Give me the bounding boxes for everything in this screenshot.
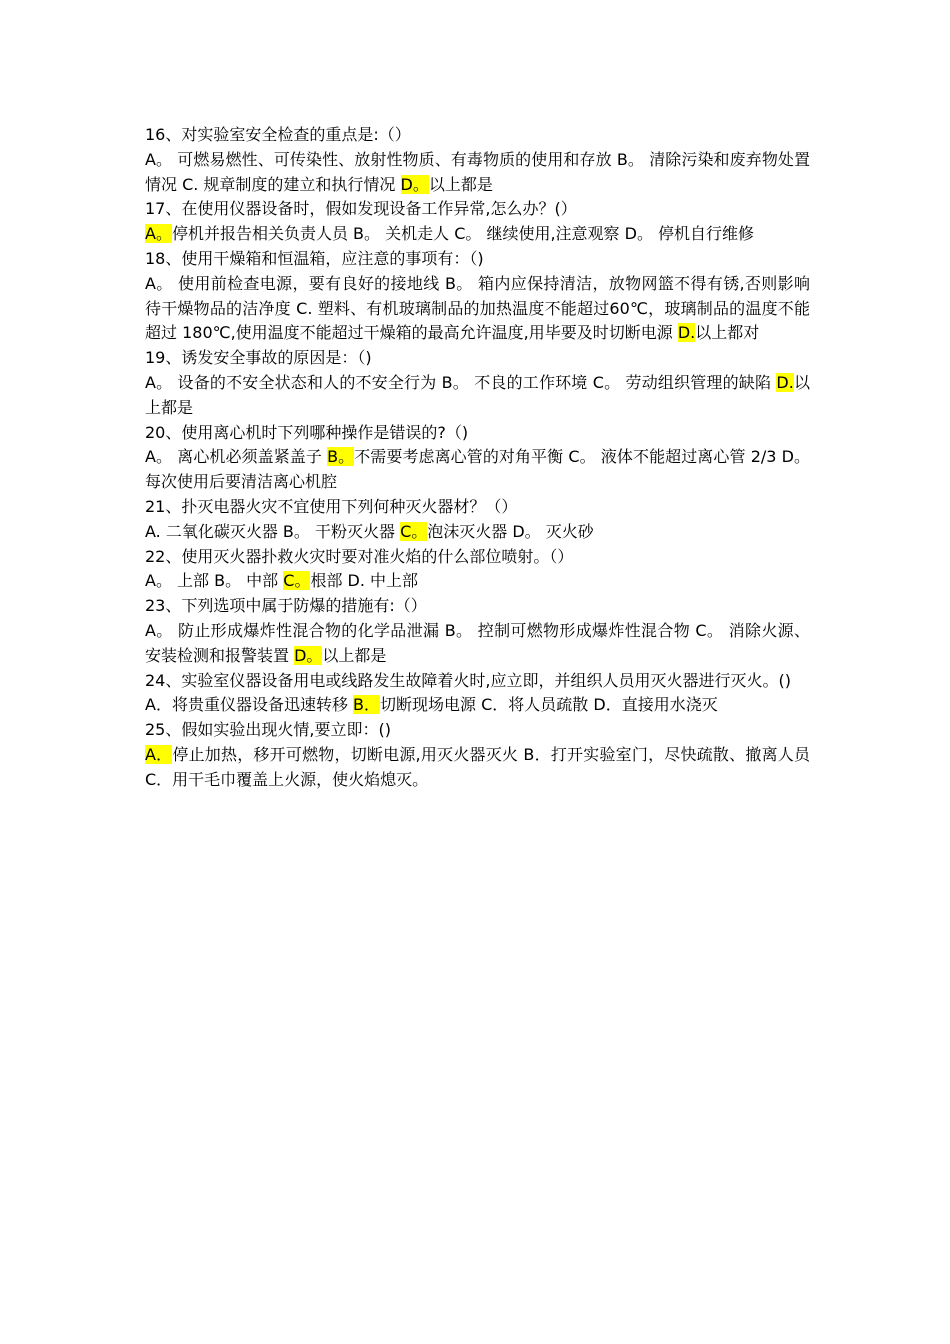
answer-options-22 [145,569,810,594]
question-20: 20、使用离心机时下列哪种操作是错误的?（) [145,422,469,442]
answer-text: A．将贵重仪器设备迅速转移 [145,695,354,715]
highlighted-correct-answer: C。 [400,521,428,541]
answer-text: 停机并报告相关负责人员 B。 关机走人 C。 继续使用,注意观察 D。 停机自行维修 [171,224,755,244]
answer-options-23 [145,619,810,669]
question-21: 21、扑灭电器火灾不宜使用下列何种灭火器材？（） [145,496,518,516]
answer-options-17 [145,222,810,247]
answer-text: 以上都是 [145,372,810,417]
question-22: 22、使用灭火器扑救火灾时要对准火焰的什么部位喷射。（） [145,546,574,566]
answer-options-21 [145,520,810,545]
answer-text: 以上都对 [695,323,760,343]
highlighted-correct-answer: C。 [283,571,311,591]
answer-text: 不需要考虑离心管的对角平衡 C。 液体不能超过离心管 2/3 D。 每次使用后要清洁离心机腔 [145,447,810,492]
question-19: 19、诱发安全事故的原因是：（) [145,348,372,368]
answer-text: A。 设备的不安全状态和人的不安全行为 B。 不良的工作环境 C。 劳动组织管理的缺陷 [145,372,777,392]
highlighted-correct-answer: D。 [294,645,323,665]
answer-options-25 [145,743,810,793]
question-list [145,123,810,793]
highlighted-correct-answer: D。 [400,174,429,194]
answer-text: 停止加热，移开可燃物，切断电源,用灭火器灭火 B．打开实验室门，尽快疏散、撤离人员 C．用干毛巾覆盖上火源，使火焰熄灭。 [145,744,810,789]
highlighted-correct-answer: B。 [327,447,355,467]
highlighted-correct-answer: D. [677,323,696,343]
answer-options-16 [145,148,810,198]
question-23: 23、下列选项中属于防爆的措施有:（） [145,596,427,616]
question-24: 24、实验室仪器设备用电或线路发生故障着火时,应立即，并组织人员用灭火器进行灭火。() [145,670,791,690]
highlighted-correct-answer: A。 [145,224,172,244]
answer-text: 切断现场电源 C．将人员疏散 D．直接用水浇灭 [380,695,718,715]
highlighted-correct-answer: D. [776,372,794,392]
answer-text: A。 可燃易燃性、可传染性、放射性物质、有毒物质的使用和存放 B。 清除污染和废弃物处置情况 C. 规章制度的建立和执行情况 [145,149,810,194]
question-17: 17、在使用仪器设备时，假如发现设备工作异常,怎么办？(） [145,199,577,219]
answer-options-19 [145,371,810,421]
answer-options-20 [145,445,810,495]
answer-options-18 [145,272,810,346]
answer-text: A。 使用前检查电源，要有良好的接地线 B。 箱内应保持清洁，放物网篮不得有锈,否则影响待干燥物品的洁净度 C. 塑料、有机玻璃制品的加热温度不能超过60℃，玻璃制品的温度不能超过 180℃,使用温度不能超过干燥箱的最高允许温度,用毕要及时切断电源 [145,273,810,343]
answer-text: A。 离心机必须盖紧盖子 [145,447,328,467]
answer-text: 根部 D. 中上部 [310,571,419,591]
answer-text: 以上都是 [428,174,493,194]
highlighted-correct-answer: A． [145,744,173,764]
question-25: 25、假如实验出现火情,要立即：() [145,720,391,740]
question-16: 16、对实验室安全检查的重点是:（） [145,125,411,144]
answer-options-24 [145,693,810,718]
answer-text: A。 防止形成爆炸性混合物的化学品泄漏 B。 控制可燃物形成爆炸性混合物 C。 消除火源、安装检测和报警装置 [145,620,810,665]
highlighted-correct-answer: B． [353,695,381,715]
answer-text: A。 上部 B。 中部 [145,571,284,591]
answer-text: A. 二氧化碳灭火器 B。 干粉灭火器 [145,521,401,541]
answer-text: 以上都是 [322,645,387,665]
answer-text: 泡沫灭火器 D。 灭火砂 [427,521,594,541]
question-18: 18、使用干燥箱和恒温箱，应注意的事项有：（) [145,248,484,268]
